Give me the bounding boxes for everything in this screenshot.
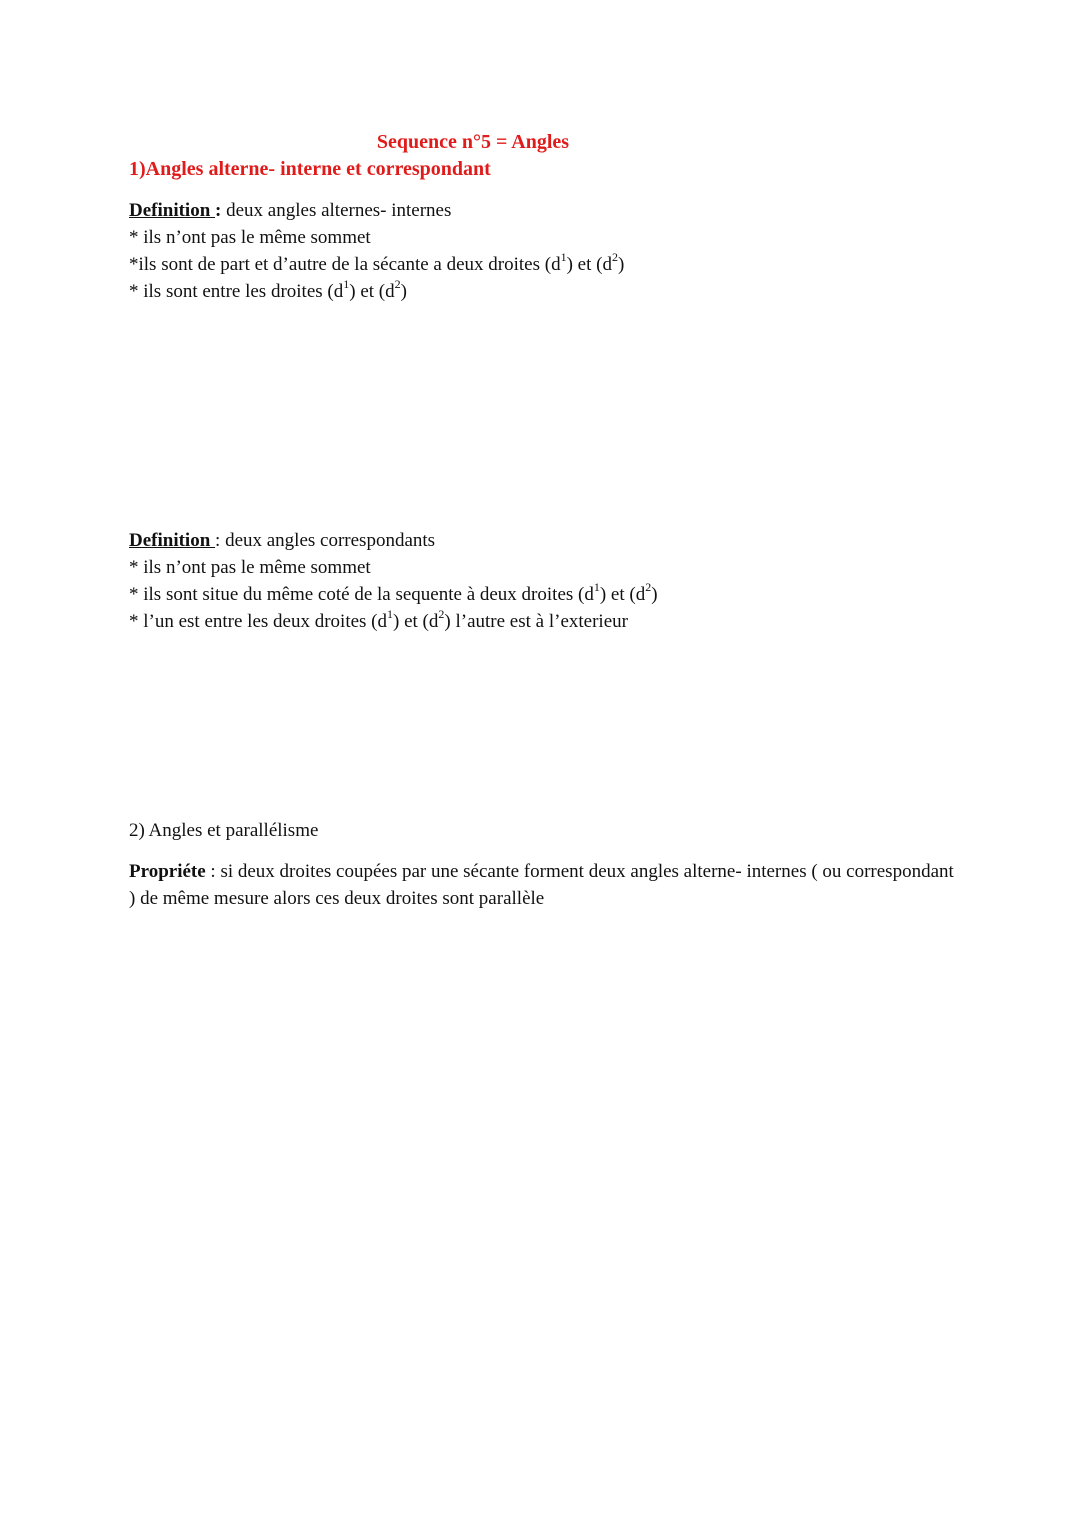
property-label: Propriéte <box>129 861 206 882</box>
definition-2-bullet-2 <box>129 581 658 608</box>
definition-1-colon: : <box>215 200 222 221</box>
definition-1-bullet-2-text-c: ) <box>617 254 625 275</box>
superscript: 1 <box>593 579 600 594</box>
definition-2-bullet-1: * ils n’ont pas le même sommet <box>129 557 371 578</box>
definition-2-bullet-3-text-b: ) et (d <box>393 611 439 632</box>
definition-1-text: deux angles alternes- internes <box>221 200 452 221</box>
section-1-heading: 1)Angles alterne- interne et correspondant <box>129 158 491 180</box>
definition-2-bullet-2-text-a: * ils sont situe du même coté de la sequente à deux droites (d <box>129 584 594 605</box>
definition-1-label: Definition <box>129 200 216 221</box>
definition-1-bullet-3-text-b: ) et (d <box>349 281 395 302</box>
definition-1-bullet-2-text-a: *ils sont de part et d’autre de la sécante a deux droites (d <box>129 254 561 275</box>
definition-2-label: Definition <box>129 530 216 551</box>
definition-1-bullet-1: * ils n’ont pas le même sommet <box>129 227 371 248</box>
definition-2-bullet-3-text-c: ) l’autre est à l’exterieur <box>444 611 628 632</box>
superscript: 2 <box>438 606 445 621</box>
page-title: Sequence n°5 = Angles <box>376 131 570 153</box>
definition-2-bullet-3 <box>129 608 658 635</box>
definition-alternate-interior <box>129 197 624 305</box>
superscript: 1 <box>387 606 394 621</box>
definition-2-heading-line <box>129 527 658 554</box>
definition-2-bullet-2-text-b: ) et (d <box>599 584 646 605</box>
definition-1-bullet-2 <box>129 251 624 278</box>
definition-2-bullet-2-text-c: ) <box>651 584 658 605</box>
definition-1-bullet-3-text-a: * ils sont entre les droites (d <box>129 281 344 302</box>
section-2-heading: 2) Angles et parallélisme <box>129 820 319 841</box>
definition-2-text: deux angles correspondants <box>220 530 436 551</box>
definition-corresponding <box>129 527 658 635</box>
superscript: 1 <box>560 249 567 264</box>
definition-1-heading-line <box>129 197 624 224</box>
superscript: 2 <box>645 579 652 594</box>
definition-2-bullet-3-text-a: * l’un est entre les deux droites (d <box>129 611 388 632</box>
definition-1-bullet-2-text-b: ) et (d <box>566 254 612 275</box>
superscript: 2 <box>611 249 618 264</box>
property-paragraph <box>129 858 959 912</box>
definition-2-colon: : <box>215 530 221 551</box>
definition-1-bullet-3 <box>129 278 624 305</box>
property-text: : si deux droites coupées par une sécante forment deux angles alterne- internes ( ou correspondant ) de même mesure alors ces deux droites sont parallèle <box>129 861 954 909</box>
superscript: 2 <box>394 276 401 291</box>
definition-1-bullet-3-text-c: ) <box>400 281 407 302</box>
superscript: 1 <box>343 276 350 291</box>
